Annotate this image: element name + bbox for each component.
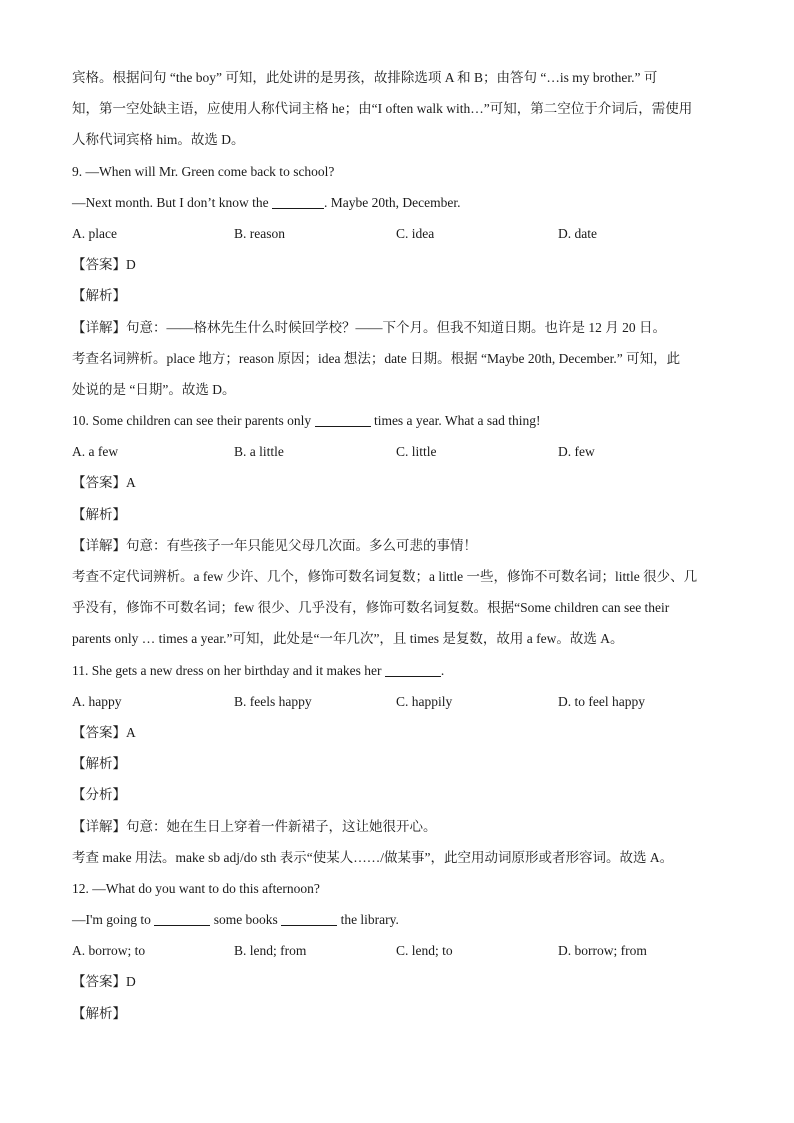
question-11-answer: 【答案】A [72, 724, 136, 740]
question-12-stem: 12. —What do you want to do this afternoon? [72, 880, 320, 896]
question-12-options [72, 935, 732, 966]
question-10-explanation-line-2: 乎没有，修饰不可数名词；few 很少、几乎没有，修饰可数名词复数。根据“Some children can see their [72, 600, 670, 616]
question-9-stem: 9. —When will Mr. Green come back to school? [72, 163, 335, 179]
option-b: B. reason [234, 225, 285, 241]
question-12-analysis-heading: 【解析】 [72, 1005, 126, 1021]
option-b: B. lend; from [234, 943, 307, 959]
document-page [72, 62, 732, 1029]
option-c: C. idea [396, 225, 435, 241]
question-10-detail: 【详解】句意：有些孩子一年只能见父母几次面。多么可悲的事情！ [72, 537, 477, 553]
option-a: A. place [72, 225, 117, 241]
option-c: C. happily [396, 693, 453, 709]
question-9-answer: 【答案】D [72, 257, 136, 273]
option-a: A. a few [72, 444, 119, 460]
question-10-answer: 【答案】A [72, 475, 136, 491]
question-11-explanation: 考查 make 用法。make sb adj/do sth 表示“使某人……/做某事”，此空用动词原形或者形容词。故选 A。 [72, 849, 674, 865]
question-10-options [72, 436, 732, 467]
option-d: D. few [558, 444, 595, 460]
option-a: A. happy [72, 693, 122, 709]
question-10-explanation-line-1: 考查不定代词辨析。a few 少许、几个，修饰可数名词复数；a little 一些，修饰不可数名词；little 很少、几 [72, 569, 698, 584]
question-10-analysis-heading: 【解析】 [72, 506, 126, 522]
prev-explanation-line-2: 知，第一空处缺主语，应使用人称代词主格 he；由“I often walk with…”可知，第二空位于介词后，需使用 [72, 101, 693, 117]
question-11-analysis-heading: 【解析】 [72, 756, 126, 772]
option-a: A. borrow; to [72, 943, 146, 959]
answer-blank [272, 194, 324, 209]
question-11-detail: 【详解】句意：她在生日上穿着一件新裙子，这让她很开心。 [72, 818, 437, 834]
question-9-detail: 【详解】句意：——格林先生什么时候回学校？——下个月。但我不知道日期。也许是 12 月 20 日。 [72, 319, 666, 335]
option-b: B. feels happy [234, 693, 312, 709]
question-9-analysis-heading: 【解析】 [72, 288, 126, 304]
answer-blank [385, 662, 441, 677]
question-9-explanation-line-1: 考查名词辨析。place 地方；reason 原因；idea 想法；date 日期。根据 “Maybe 20th, December.” 可知，此 [72, 350, 681, 366]
question-9-reply: —Next month. But I don’t know the . Maybe 20th, December. [72, 194, 461, 210]
question-12-reply: —I'm going to some books the library. [72, 912, 399, 928]
question-10-stem: 10. Some children can see their parents only times a year. What a sad thing! [72, 413, 541, 429]
option-c: C. little [396, 444, 437, 460]
question-12-answer: 【答案】D [72, 974, 136, 990]
option-b: B. a little [234, 444, 284, 460]
answer-blank [154, 912, 210, 927]
option-d: D. to feel happy [558, 693, 645, 709]
question-11-stem: 11. She gets a new dress on her birthday and it makes her . [72, 662, 445, 678]
question-10-explanation-line-3: parents only … times a year.”可知，此处是“一年几次”，且 times 是复数，故用 a few。故选 A。 [72, 631, 624, 647]
option-d: D. date [558, 225, 597, 241]
answer-blank [315, 413, 371, 428]
prev-explanation-line-3: 人称代词宾格 him。故选 D。 [72, 132, 245, 148]
question-11-fenxi-heading: 【分析】 [72, 787, 126, 803]
option-c: C. lend; to [396, 943, 453, 959]
prev-explanation-line-1: 宾格。根据问句 “the boy” 可知，此处讲的是男孩，故排除选项 A 和 B；由答句 “…is my brother.” 可 [72, 70, 658, 85]
question-11-options [72, 686, 732, 717]
option-d: D. borrow; from [558, 943, 647, 959]
question-9-explanation-line-2: 处说的是 “日期”。故选 D。 [72, 381, 236, 397]
answer-blank [281, 912, 337, 927]
question-9-options [72, 218, 732, 249]
